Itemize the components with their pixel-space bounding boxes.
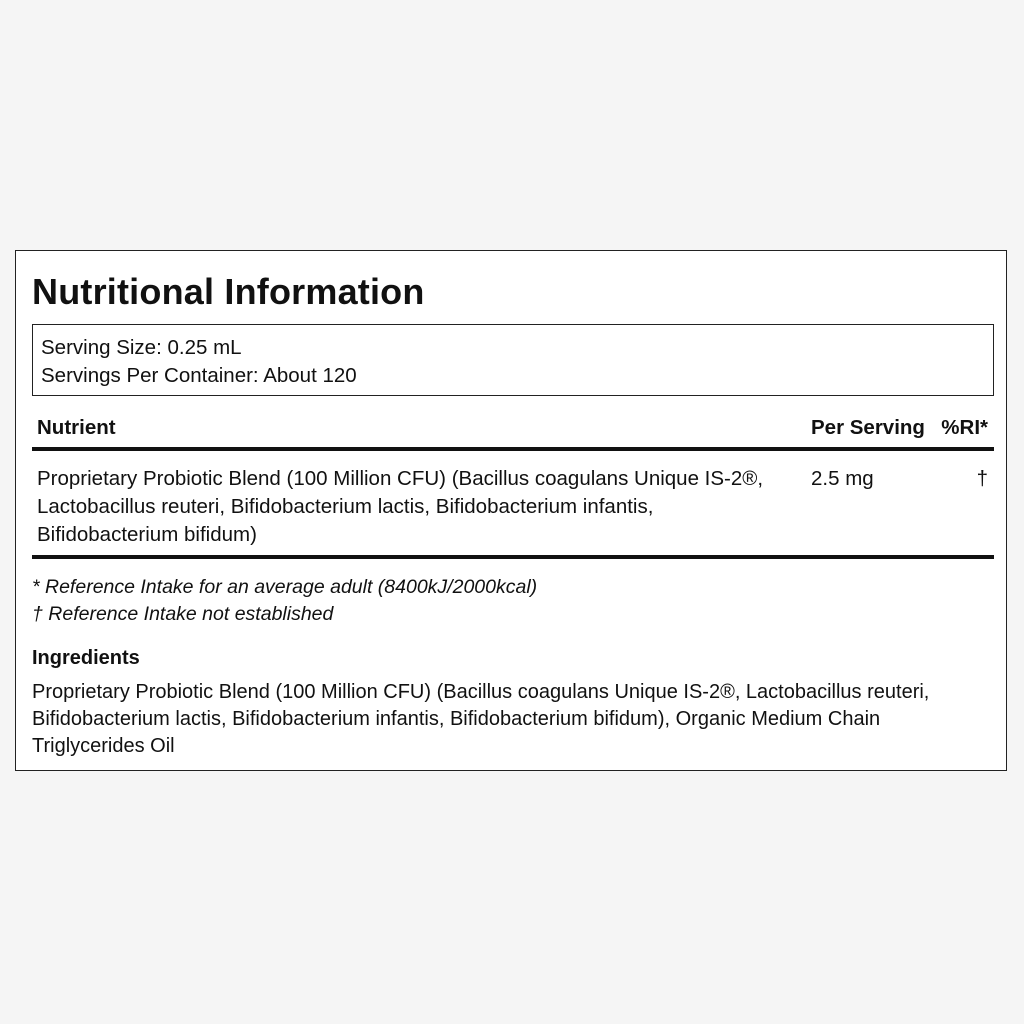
table-row xyxy=(32,451,994,559)
serving-size: Serving Size: 0.25 mL xyxy=(41,336,242,359)
header-nutrient: Nutrient xyxy=(37,416,116,439)
row-nutrient: Proprietary Probiotic Blend (100 Million CFU) (Bacillus coagulans Unique IS-2®, Lactobacillus reuteri, Bifidobacterium lactis, Bifidobacterium infantis, Bifidobacterium bifidum) xyxy=(37,467,764,546)
footnotes xyxy=(32,574,537,628)
servings-per-container: Servings Per Container: About 120 xyxy=(41,364,357,387)
ingredients-text: Proprietary Probiotic Blend (100 Million CFU) (Bacillus coagulans Unique IS-2®, Lactobacillus reuteri, Bifidobacterium lactis, Bifidobacterium infantis, Bifidobacterium bifidum), Organic Medium Chain Triglycerides Oil xyxy=(32,681,930,757)
panel-title: Nutritional Information xyxy=(32,271,425,312)
header-ri: %RI* xyxy=(941,416,988,439)
row-per-serving: 2.5 mg xyxy=(811,467,874,490)
footnote-not-established: † Reference Intake not established xyxy=(32,603,334,625)
row-ri: † xyxy=(976,467,988,490)
table-header xyxy=(32,409,994,451)
nutrition-panel xyxy=(15,250,1007,771)
nutrient-table xyxy=(32,409,994,559)
serving-info-box xyxy=(32,324,994,396)
ingredients-heading: Ingredients xyxy=(32,647,140,669)
header-per-serving: Per Serving xyxy=(811,416,925,439)
footnote-ri: * Reference Intake for an average adult (8400kJ/2000kcal) xyxy=(32,576,538,598)
